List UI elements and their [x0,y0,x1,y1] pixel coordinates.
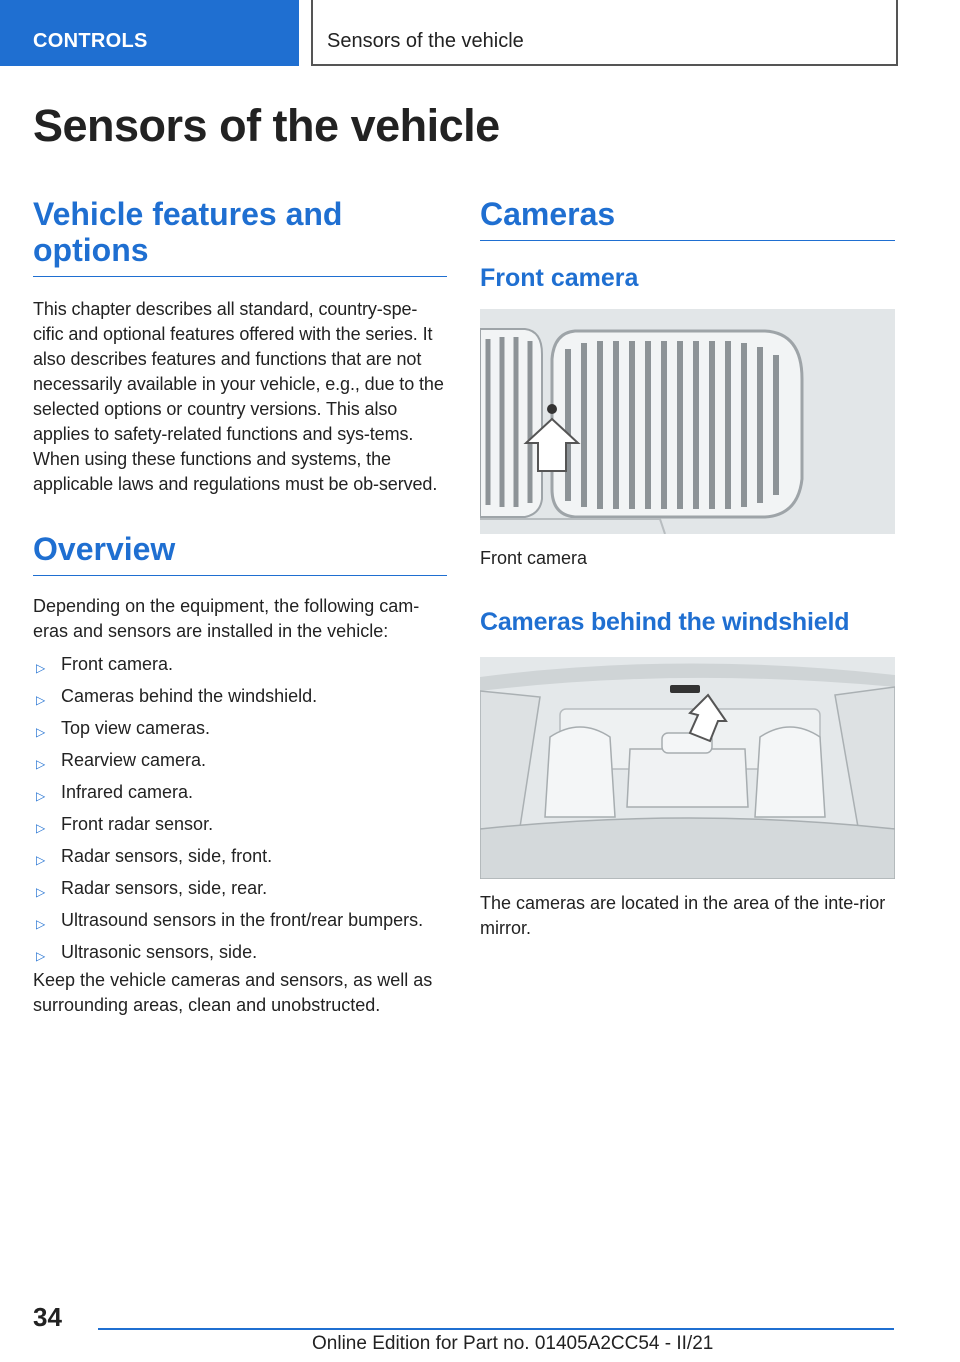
front-camera-caption: Front camera [480,548,588,568]
left-column [33,196,447,1018]
list-item-text: Radar sensors, side, rear. [61,878,268,898]
list-item [33,716,447,748]
footer-rule [98,1328,894,1330]
triangle-right-icon: ▷ [36,949,46,963]
list-item-text: Top view cameras. [61,718,211,738]
overview-heading: Overview [33,531,447,576]
list-item [33,652,447,684]
cameras-heading: Cameras [480,196,895,241]
list-item-text: Rearview camera. [61,750,207,770]
triangle-right-icon: ▷ [36,853,46,867]
list-item [33,908,447,940]
list-item [33,876,447,908]
features-text: This chapter describes all standard, country-spe-cific and optional features offered with the series. It also describes features and functions that are not necessarily available in your vehicle, e.g., due to the selected options or country versions. This also applies to safety-related functions and sys-tems. When using these functions and systems, the applicable laws and regulations must be ob-served. [33,299,444,494]
windshield-text: The cameras are located in the area of the inte-rior mirror. [480,893,886,938]
list-item-text: Ultrasound sensors in the front/rear bumpers. [61,910,424,930]
triangle-right-icon: ▷ [36,725,46,739]
triangle-right-icon: ▷ [36,885,46,899]
list-item [33,748,447,780]
right-column [480,196,895,941]
list-item [33,780,447,812]
front-camera-heading: Front camera [480,264,639,292]
list-item [33,684,447,716]
list-item-text: Infrared camera. [61,782,194,802]
triangle-right-icon: ▷ [36,917,46,931]
list-item [33,940,447,972]
edition-text: Online Edition for Part no. 01405A2CC54 - II/21 [312,1333,714,1354]
windshield-camera-illustration [480,657,895,879]
features-heading: Vehicle features and options [33,196,447,277]
list-item-text: Front radar sensor. [61,814,214,834]
interior-illustration [480,657,895,879]
list-item [33,844,447,876]
overview-intro: Depending on the equipment, the following cam-eras and sensors are installed in the vehicle: [33,596,420,641]
chapter-label: CONTROLS [33,30,148,52]
list-item [33,812,447,844]
page-number: 34 [33,1302,62,1332]
sensor-list [33,652,447,972]
triangle-right-icon: ▷ [36,821,46,835]
section-header [311,0,898,66]
page-title: Sensors of the vehicle [33,100,500,151]
grille-illustration [480,309,895,534]
triangle-right-icon: ▷ [36,693,46,707]
front-camera-illustration [480,309,895,534]
list-item-text: Cameras behind the windshield. [61,686,318,706]
triangle-right-icon: ▷ [36,661,46,675]
triangle-right-icon: ▷ [36,757,46,771]
windshield-heading: Cameras behind the windshield [480,608,850,636]
list-item-text: Front camera. [61,654,174,674]
overview-outro: Keep the vehicle cameras and sensors, as well as surrounding areas, clean and unobstructed. [33,970,433,1015]
triangle-right-icon: ▷ [36,789,46,803]
list-item-text: Radar sensors, side, front. [61,846,273,866]
section-label: Sensors of the vehicle [327,30,524,52]
chapter-tab [0,0,299,66]
list-item-text: Ultrasonic sensors, side. [61,942,258,962]
